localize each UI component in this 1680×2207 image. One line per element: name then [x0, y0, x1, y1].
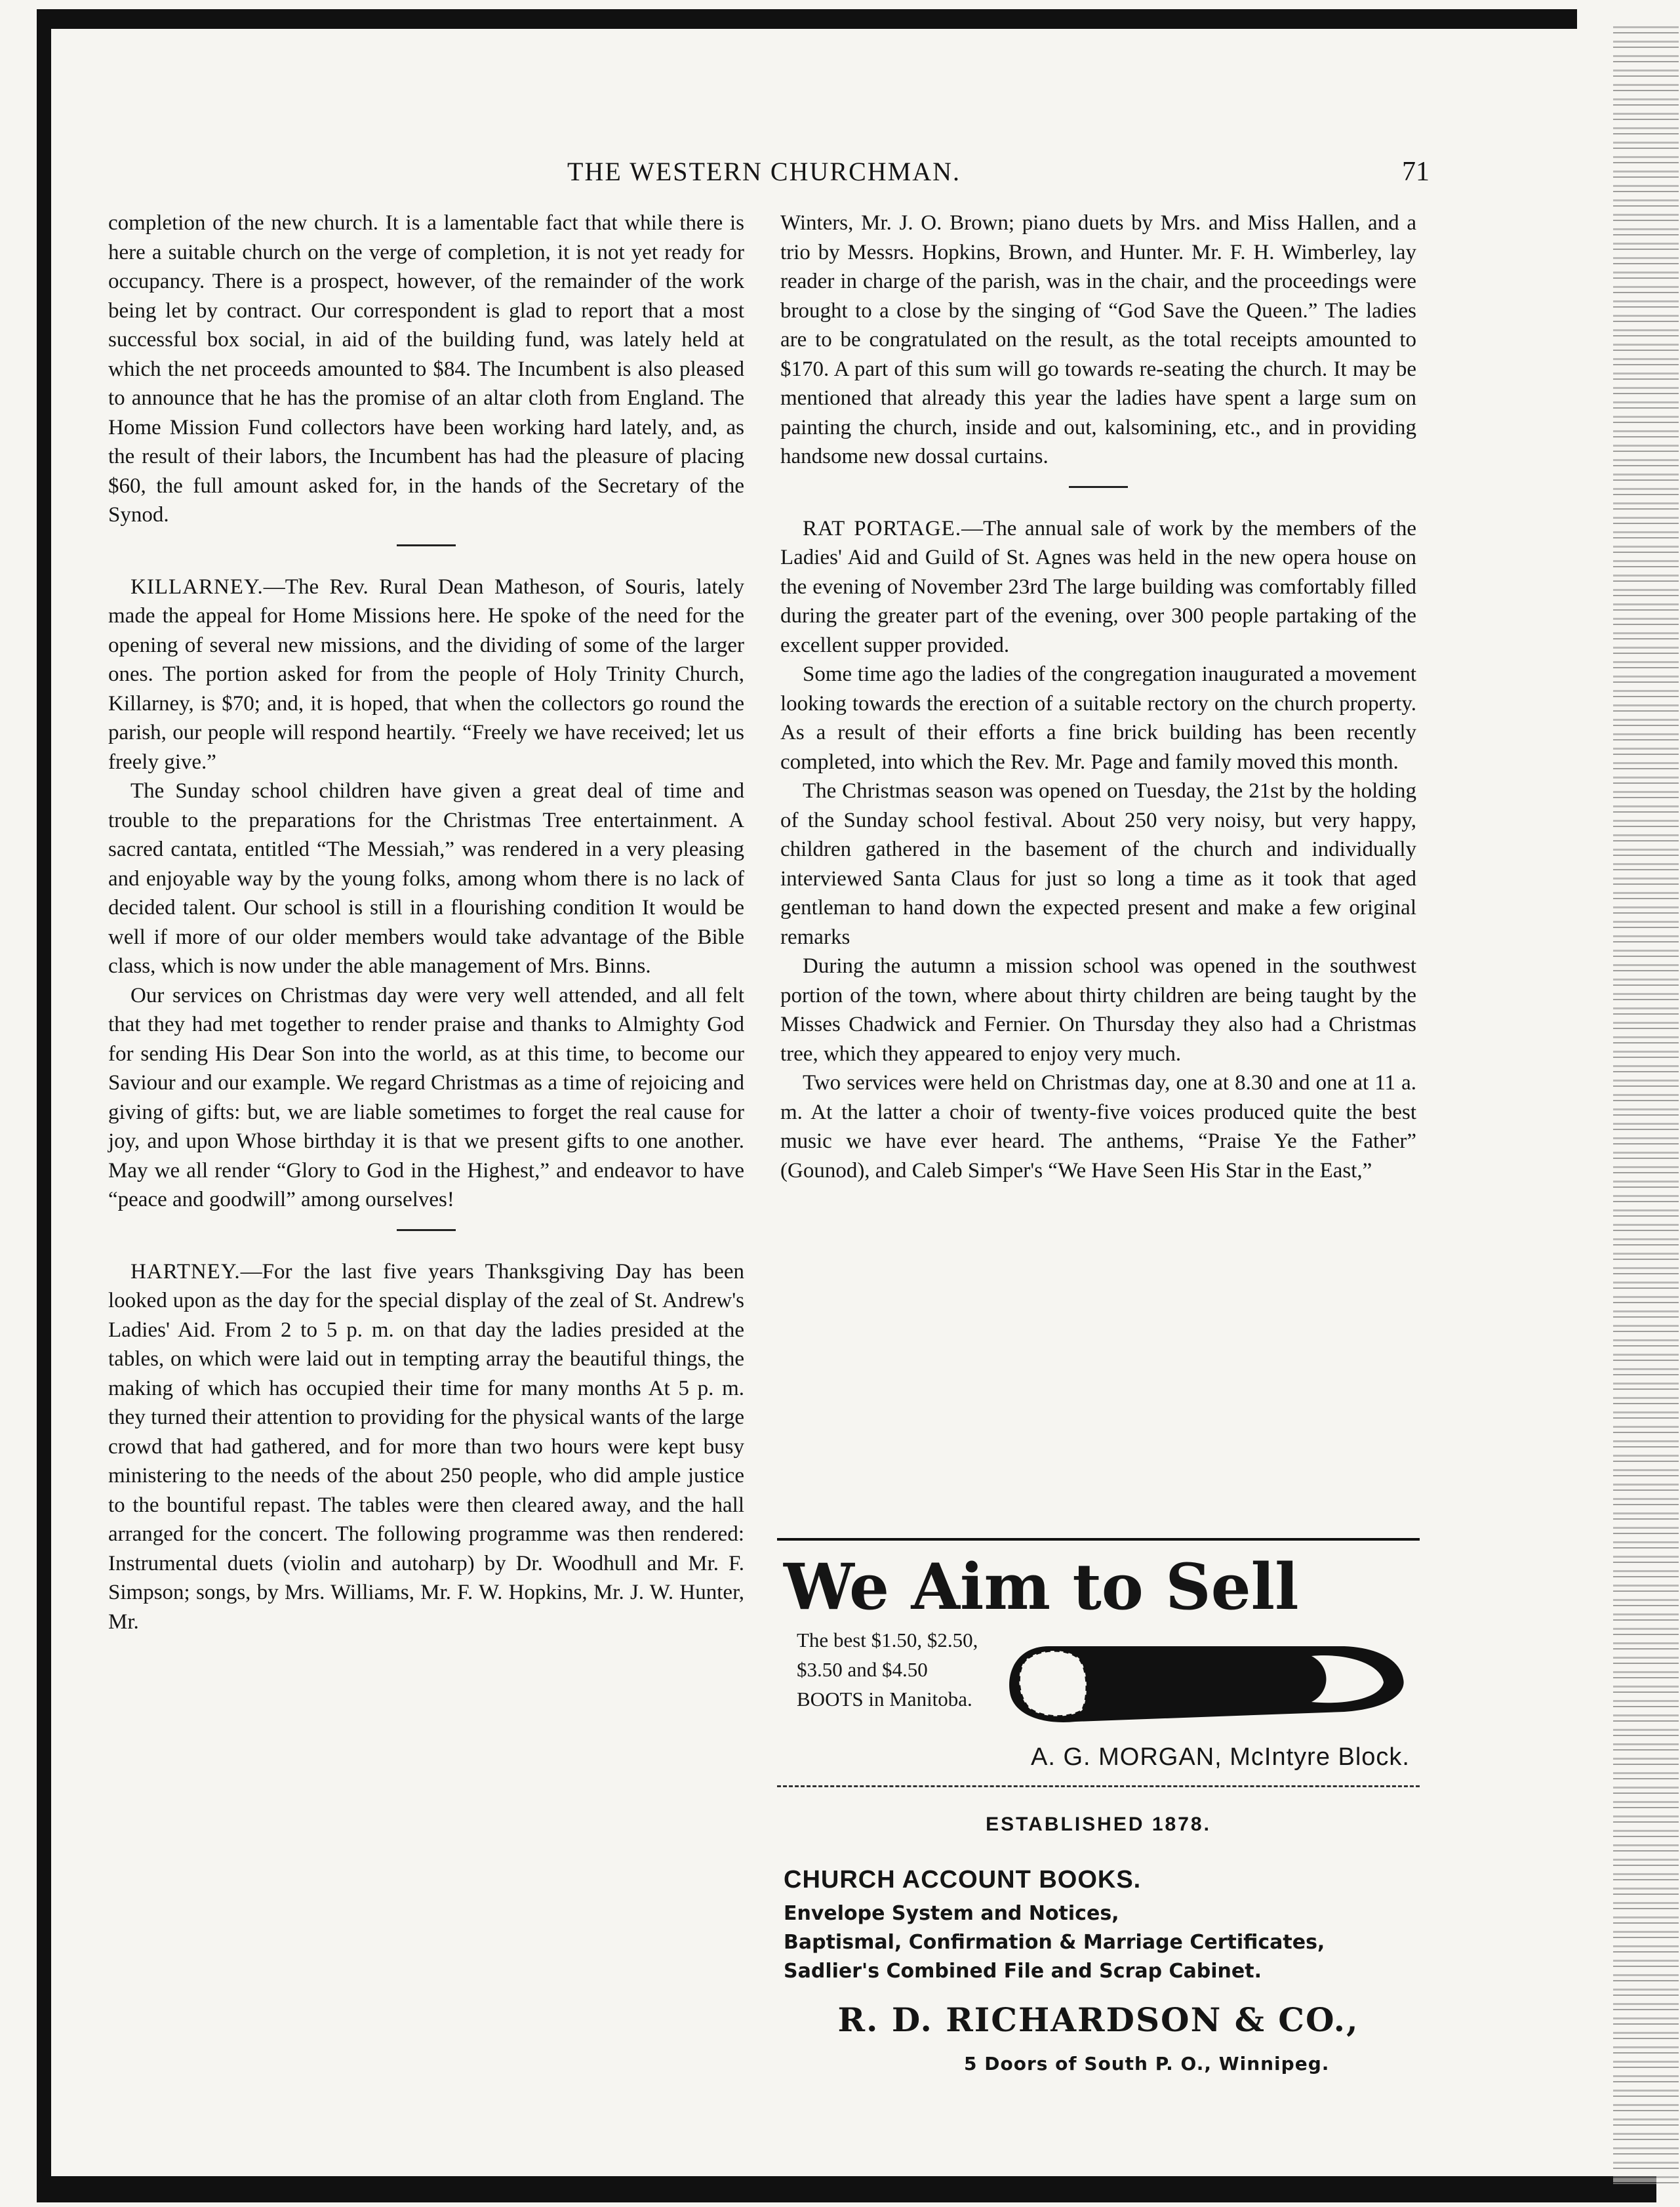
place-heading: RAT PORTAGE.	[803, 516, 962, 540]
paragraph-text: —For the last five years Thanksgiving Day has been looked upon as the day for the special display of the zeal of St. Andrew's Ladies' Aid. From 2 to 5 p. m. on that day the ladies presided at the tables, on which were laid out in tempting array the beautiful things, the making of which has occupied their time for many months At 5 p. m. they turned their attention to providing for the physical wants of the large crowd that had gathered, and for more than two hours were kept busy ministering to the needs of the about 250 people, who did ample justice to the bountiful repast. The tables were then cleared away, and the hall arranged for the concert. The following programme was then rendered: Instrumental duets (violin and autoharp) by Dr. Woodhull and Mr. F. Simpson; songs, by Mrs. Williams, Mr. F. W. Hopkins, Mr. J. W. Hunter, Mr.	[108, 1259, 744, 1634]
paragraph: completion of the new church. It is a lamentable fact that while there is here a suitable church on the verge of completion, it is not yet ready for occupancy. There is a prospect, however, of the remainder of the work being let by contract. Our correspondent is glad to report that a most successful box social, in aid of the building fund, was lately held at which the net proceeds amounted to $84. The Incumbent is also pleased to announce that he has the promise of an altar cloth from England. The Home Mission Fund collectors have been working hard lately, and, as the result of their labors, the Incumbent has had the pleasure of placing $60, the full amount asked for, in the hands of the Secretary of the Synod.	[108, 211, 744, 527]
paragraph: Our services on Christmas day were very well attended, and all felt that they had met together to render praise and thanks to Almighty God for sending His Dear Son into the world, as at this time, to become our Saviour and our example. We regard Christmas as a time of rejoicing and giving of gifts: but, we are liable sometimes to forget the real cause for joy, and upon Whose birthday it is that we present gifts to one another. May we all render “Glory to God in the Highest,” and endeavor to have “peace and goodwill” among ourselves!	[108, 983, 744, 1211]
right-column	[780, 209, 1416, 1185]
scan-border-top	[39, 9, 1577, 29]
scan-border-left	[37, 9, 51, 2187]
advert-copy: The best $1.50, $2.50, $3.50 and $4.50 BOOTS in Manitoba.	[797, 1629, 978, 1711]
advert-headline: We Aim to Sell	[784, 1550, 1299, 1624]
running-head	[98, 156, 1430, 195]
established-line: ESTABLISHED 1878.	[986, 1813, 1211, 1835]
company-address: 5 Doors of South P. O., Winnipeg.	[964, 2053, 1330, 2075]
paragraph: Two services were held on Christmas day, one at 8.30 and one at 11 a. m. At the latter a choir of twenty-five voices produced quite the best music we have ever heard. The anthems, “Praise Ye the Father” (Gounod), and Caleb Simper's “We Have Seen His Star in the East,”	[780, 1071, 1416, 1183]
section-divider	[397, 1229, 456, 1231]
paragraph	[108, 1257, 744, 1637]
boot-sole-icon	[1003, 1633, 1410, 1731]
paragraph	[780, 514, 1416, 660]
section-divider	[397, 544, 456, 546]
paragraph-text: —The Rev. Rural Dean Matheson, of Souris, lately made the appeal for Home Missions here. He spoke of the need for the opening of several new missions, and the dividing of some of the larger ones. The portion asked for from the people of Holy Trinity Church, Killarney, is $70; and, it is hoped, that when the collectors go round the parish, our people will respond heartily. “Freely we have received; let us freely give.”	[108, 575, 744, 774]
paragraph-text: —The annual sale of work by the members of the Ladies' Aid and Guild of St. Agnes was held in the new opera house on the evening of November 23rd The large building was comfortably filled during the greater part of the evening, over 300 people partaking of the excellent supper provided.	[780, 516, 1417, 657]
advert-top-rule	[777, 1538, 1420, 1541]
scan-border-bottom	[37, 2176, 1656, 2202]
left-column	[108, 209, 744, 1636]
account-books-line: Envelope System and Notices,	[784, 1902, 1119, 1925]
paragraph: The Christmas season was opened on Tuesday, the 21st by the holding of the Sunday school festival. About 250 very noisy, but very happy, children gathered in the basement of the church and individually interviewed Santa Claus for just so long a time as it took that aged gentleman to hand down the expected present and make a few original remarks	[780, 779, 1416, 949]
paragraph: During the autumn a mission school was opened in the southwest portion of the town, where about thirty children are being taught by the Misses Chadwick and Fernier. On Thursday they also had a Christmas tree, which they appeared to enjoy very much.	[780, 954, 1416, 1066]
publication-title: THE WESTERN CHURCHMAN.	[567, 157, 961, 186]
account-books-title: CHURCH ACCOUNT BOOKS.	[784, 1866, 1142, 1893]
scan-edge-noise	[1613, 26, 1679, 2184]
account-books-line: Baptismal, Confirmation & Marriage Certificates,	[784, 1931, 1325, 1954]
place-heading: HARTNEY.	[130, 1259, 241, 1284]
paragraph: The Sunday school children have given a great deal of time and trouble to the preparations for the Christmas Tree entertainment. A sacred cantata, entitled “The Messiah,” was rendered in a very pleasing and enjoyable way by the young folks, among whom there is no lack of decided talent. Our school is still in a flourishing condition It would be well if more of our older members would take advantage of the Bible class, which is now under the able management of Mrs. Binns.	[108, 779, 744, 978]
place-heading: KILLARNEY.	[130, 575, 264, 599]
section-divider	[1069, 486, 1128, 488]
paragraph	[108, 573, 744, 777]
advert-signoff: A. G. MORGAN, McIntyre Block.	[1031, 1743, 1410, 1771]
paragraph: Some time ago the ladies of the congregation inaugurated a movement looking towards the erection of a suitable rectory on the church property. As a result of their efforts a fine brick building has been recently completed, into which the Rev. Mr. Page and family moved this month.	[780, 662, 1416, 774]
paragraph: Winters, Mr. J. O. Brown; piano duets by Mrs. and Miss Hallen, and a trio by Messrs. Hopkins, Brown, and Hunter. Mr. F. H. Wimberley, lay reader in charge of the parish, was in the chair, and the proceedings were brought to a close by the singing of “God Save the Queen.” The ladies are to be congratulated on the result, as the total receipts amounted to $170. A part of this sum will go towards re-seating the church. It may be mentioned that already this year the ladies have spent a large sum on painting the church, inside and out, kalsomining, etc., and in providing handsome new dossal curtains.	[780, 211, 1416, 468]
page-number: 71	[1402, 157, 1430, 187]
advert-dashed-rule	[777, 1785, 1420, 1787]
account-books-line: Sadlier's Combined File and Scrap Cabinet.	[784, 1960, 1262, 1983]
company-name: R. D. RICHARDSON & CO.,	[837, 2000, 1359, 2039]
